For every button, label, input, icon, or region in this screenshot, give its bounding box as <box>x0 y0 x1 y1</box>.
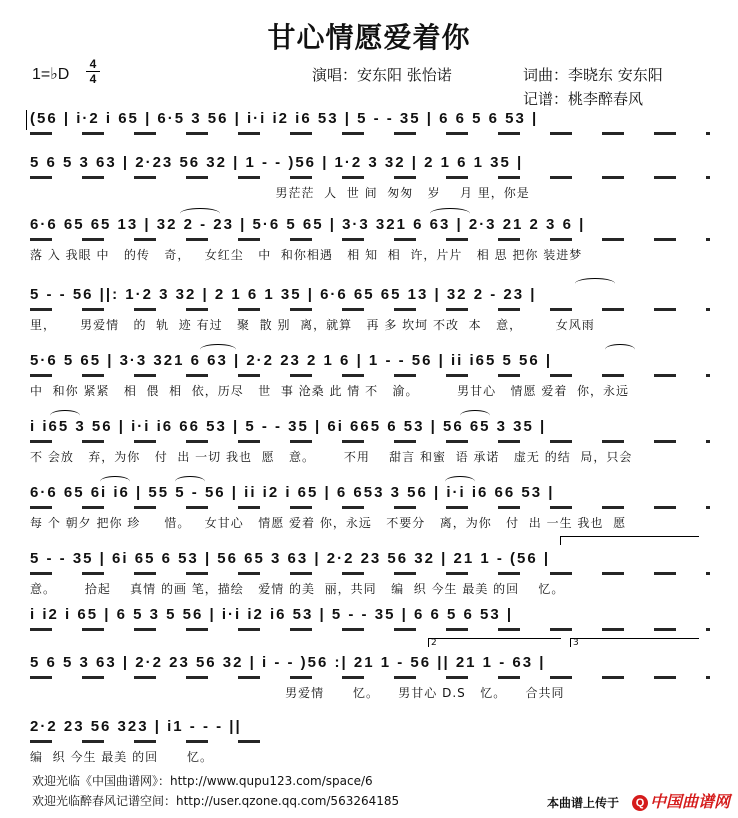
volta-bracket-2 <box>428 638 561 647</box>
staff-lyrics: 男爱情 忆。 男甘心 D.S 忆。 合共同 <box>30 686 565 700</box>
time-signature-top: 4 <box>89 57 97 71</box>
singers-credit: 演唱：安东阳 张怡诺 <box>312 66 452 84</box>
footer-site-link[interactable]: 欢迎光临《中国曲谱网》：http://www.qupu123.com/space/6 <box>32 774 373 788</box>
staff-lyrics: 中 和你 紧紧 相 偎 相 依，历尽 世 事 沧桑 此 情 不 渝。 男甘心 情愿 爱着 你，永远 <box>30 384 629 398</box>
volta-number-2: 2 <box>431 638 437 648</box>
staff-notes: 5 - - 56 ||: 1·2 3 32 | 2 1 6 1 35 | 6·6 65 65 13 | 32 2 - 23 | <box>30 286 537 303</box>
staff-notes: 5 - - 35 | 6i 65 6 53 | 56 65 3 63 | 2·2 23 56 32 | 21 1 - (56 | <box>30 550 551 567</box>
staff-lyrics: 落 入 我眼 中 的传 奇， 女红尘 中 和你相遇 相 知 相 许，片片 相 思 把你 装进梦 <box>30 248 583 262</box>
time-signature-bottom: 4 <box>89 72 97 86</box>
staff-notes: (56 | i·2 i 65 | 6·5 3 56 | i·i i2 i6 53 | 5 - - 35 | 6 6 5 6 53 | <box>30 110 539 127</box>
staff-notes: 5 6 5 3 63 | 2·2 23 56 32 | i - - )56 :| 21 1 - 56 || 21 1 - 63 | <box>30 654 546 671</box>
staff-lyrics: 意。 拾起 真情 的画 笔，描绘 爱情 的美 丽，共同 编 织 今生 最美 的回 忆。 <box>30 582 565 596</box>
volta-bracket-1 <box>560 536 699 545</box>
staff-notes: 6·6 65 65 13 | 32 2 - 23 | 5·6 5 65 | 3·3 321 6 63 | 2·3 21 2 3 6 | <box>30 216 586 233</box>
time-signature <box>86 58 100 85</box>
volta-bracket-3 <box>570 638 699 647</box>
transcriber-credit: 记谱：桃李醉春风 <box>523 90 644 108</box>
staff-notes: 2·2 23 56 323 | i1 - - - || <box>30 718 242 735</box>
staff-notes: 5·6 5 65 | 3·3 321 6 63 | 2·2 23 2 1 6 | 1 - - 56 | ii i65 5 56 | <box>30 352 553 369</box>
composer-credit: 词曲：李晓东 安东阳 <box>523 66 663 84</box>
staff-notes: i i2 i 65 | 6 5 3 5 56 | i·i i2 i6 53 | 5 - - 35 | 6 6 5 6 53 | <box>30 606 514 623</box>
staff-lyrics: 编 织 今生 最美 的回 忆。 <box>30 750 213 764</box>
staff-lyrics: 不 会放 弃，为你 付 出 一切 我也 愿 意。 不用 甜言 和蜜 语 承诺 虚无 的结 局，只会 <box>30 450 633 464</box>
staff-notes: 6·6 65 6i i6 | 55 5 - 56 | ii i2 i 65 | 6 653 3 56 | i·i i6 66 53 | <box>30 484 555 501</box>
logo-mark-icon: Q <box>632 795 648 811</box>
staff-lyrics: 男茫茫 人 世 间 匆匆 岁 月 里，你是 <box>30 186 530 200</box>
site-logo[interactable] <box>632 789 732 811</box>
key-signature: 1=♭D <box>32 66 70 83</box>
staff-notes: i i65 3 56 | i·i i6 66 53 | 5 - - 35 | 6i 665 6 53 | 56 65 3 35 | <box>30 418 547 435</box>
footer-space-link[interactable]: 欢迎光临醉春风记谱空间：http://user.qzone.qq.com/563264185 <box>32 794 400 808</box>
song-title: 甘心情愿爱着你 <box>267 21 471 54</box>
staff-lyrics: 里， 男爱情 的 轨 迹 有过 聚 散 别 离，就算 再 多 坎坷 不改 本 意， 女风雨 <box>30 318 595 332</box>
logo-text: 中国曲谱网 <box>650 794 731 811</box>
volta-number-3: 3 <box>573 638 579 648</box>
upload-label: 本曲谱上传于 <box>547 796 620 810</box>
staff-notes: 5 6 5 3 63 | 2·23 56 32 | 1 - - )56 | 1·2 3 32 | 2 1 6 1 35 | <box>30 154 524 171</box>
staff-lyrics: 每 个 朝夕 把你 珍 惜。 女甘心 情愿 爱着 你，永远 不要分 离，为你 付 出 一生 我也 愿 <box>30 516 627 530</box>
